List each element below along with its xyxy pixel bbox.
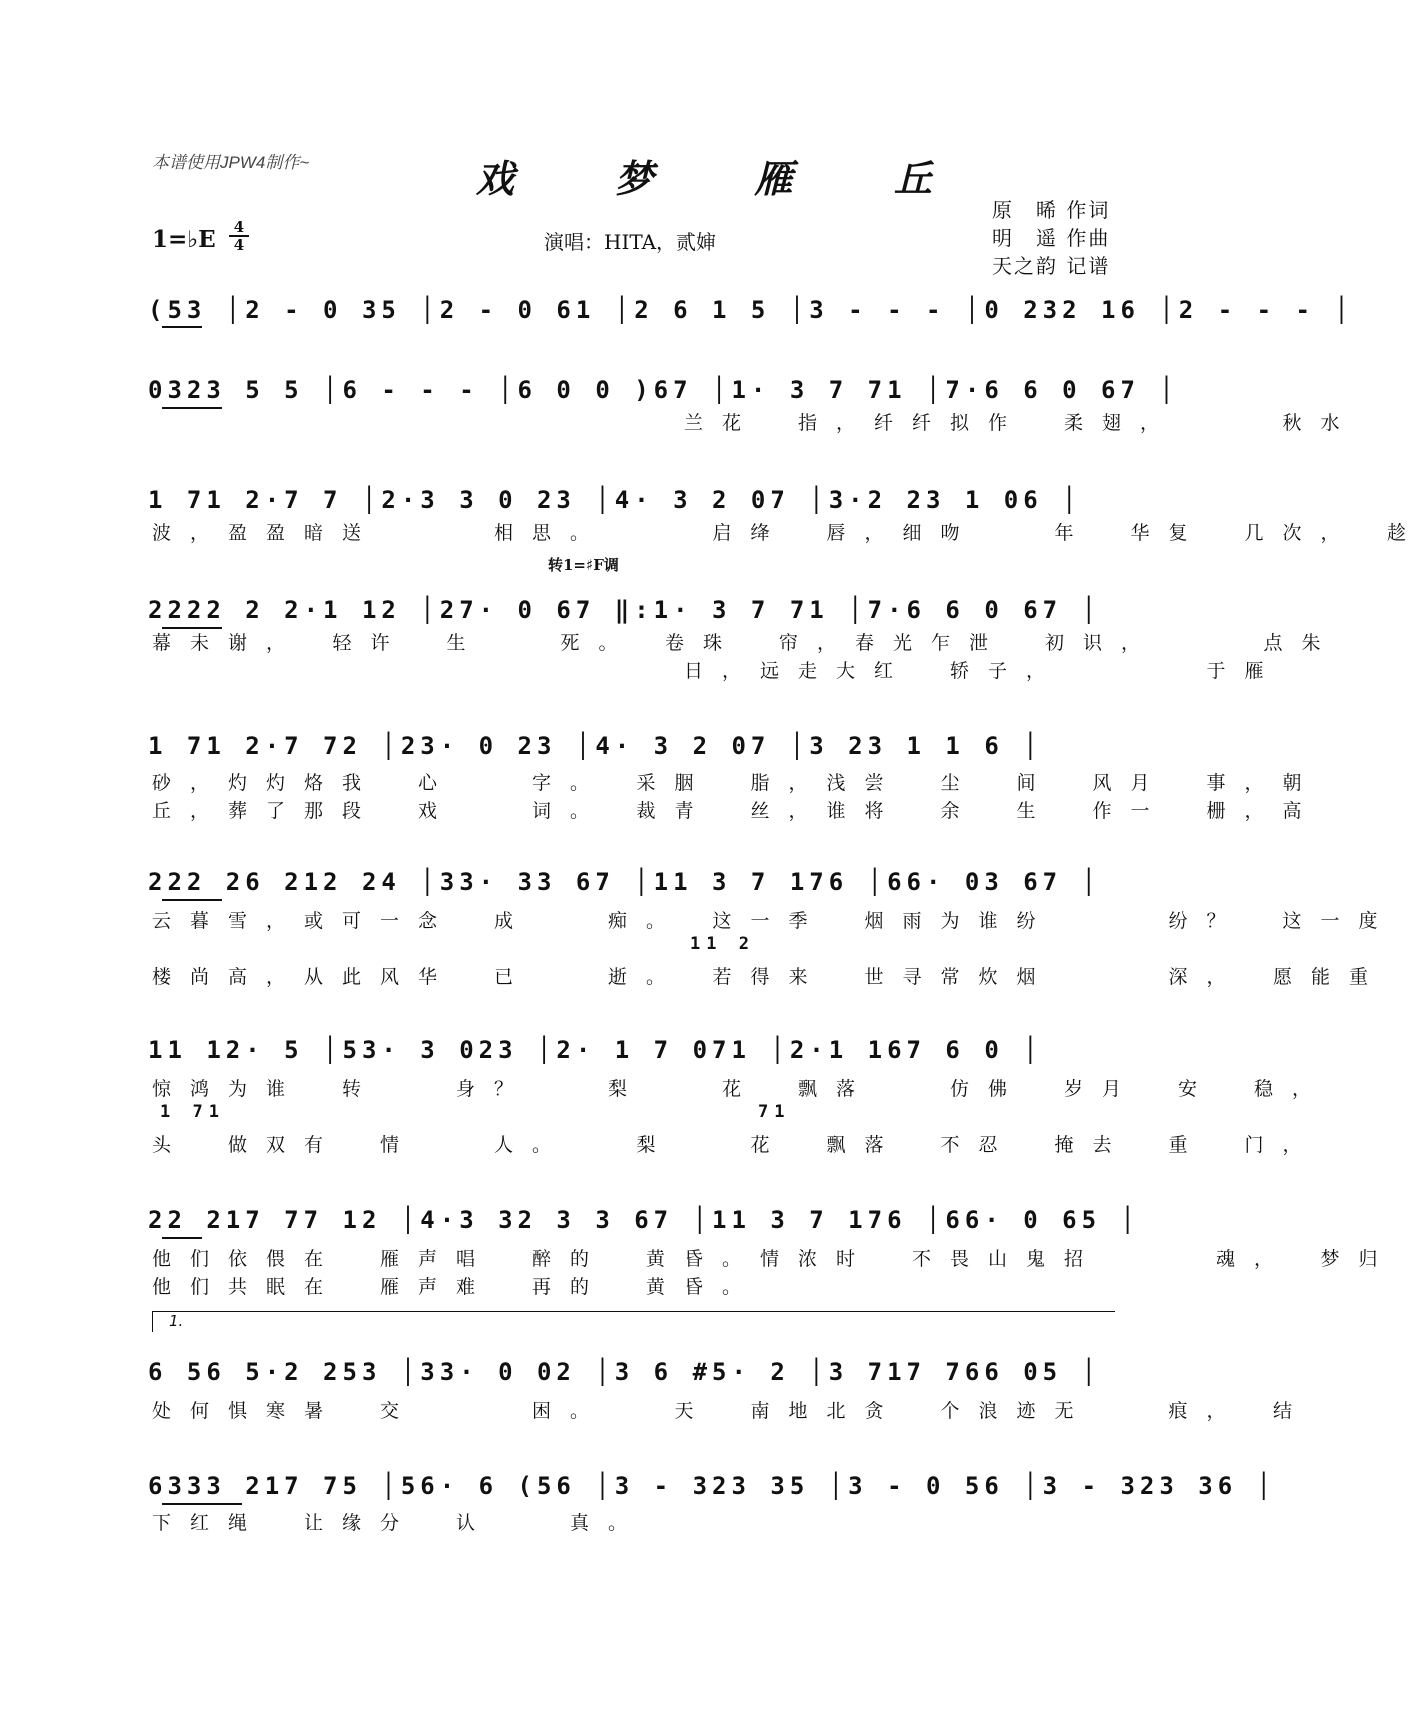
lyric-line: 他们共眠在 雁声难 再的 黄昏。 (152, 1276, 761, 1298)
lyric-line: 砂，灼灼烙我 心 字。 采胭 脂，浅尝 尘 间 风月 事，朝 (152, 772, 1321, 794)
time-signature (229, 220, 249, 252)
music-line-10: 6333 217 75 │56· 6 (56 │3 - 323 35 │3 - 0 56 │3 - 323 36 │ (148, 1472, 1277, 1500)
singers: 演唱：HITA，贰婶 (544, 230, 717, 254)
lyric-line: 波，盈盈暗送 相思。 启绛 唇，细吻 年 华复 几次， 趁 (152, 522, 1425, 544)
key-change: 转1=♯F调 (548, 556, 619, 574)
music-line-4: 2222 2 2·1 12 │27· 0 67 ‖:1· 3 7 71 │7·6 6 0 67 │ (148, 596, 1102, 624)
key-signature: 1=♭E (152, 226, 216, 253)
lyric-line: 下红绳 让缘分 认 真。 (152, 1512, 647, 1534)
music-line-6: 222 26 212 24 │33· 33 67 │11 3 7 176 │66· 03 67 │ (148, 868, 1102, 896)
music-line-7: 11 12· 5 │53· 3 023 │2· 1 7 071 │2·1 167 6 0 │ (148, 1036, 1043, 1064)
lyric-line: 头 做双有 情 人。 梨 花 飘落 不忍 掩去 重 门， (152, 1134, 1321, 1156)
volta-label: 1. (169, 1312, 184, 1330)
software-note: 本谱使用JPW4制作~ (152, 153, 310, 172)
music-line-8: 22 217 77 12 │4·3 32 3 3 67 │11 3 7 176 │66· 0 65 │ (148, 1206, 1140, 1234)
lyric-line: 幕未谢， 轻许 生 死。 卷珠 帘，春光乍泄 初识， 点朱 (152, 632, 1340, 654)
lyricist-credit: 原 晞 作词 (992, 198, 1111, 222)
lyric-line: 丘，葬了那段 戏 词。 裁青 丝，谁将 余 生 作一 栅，高 (152, 800, 1321, 822)
lyric-line: 日，远走大红 轿子， 于雁 (152, 660, 1283, 682)
alt-notes: 1 71 (160, 1102, 225, 1122)
time-top: 4 (233, 218, 245, 236)
music-line-3: 1 71 2·7 7 │2·3 3 0 23 │4· 3 2 07 │3·2 23 1 06 │ (148, 486, 1082, 514)
time-bottom: 4 (233, 236, 245, 254)
lyric-line: 云暮雪，或可一念 成 痴。 这一季 烟雨为谁纷 纷？ 这一度 (152, 910, 1397, 932)
first-ending-bracket (152, 1311, 1115, 1332)
composer-credit: 明 遥 作曲 (992, 226, 1111, 250)
music-line-9: 6 56 5·2 253 │33· 0 02 │3 6 #5· 2 │3 717 766 05 │ (148, 1358, 1102, 1386)
music-line-1: (53 │2 - 0 35 │2 - 0 61 │2 6 1 5 │3 - - - │0 232 16 │2 - - - │ (148, 296, 1354, 324)
lyric-line: 处何惧寒暑 交 困。 天 南地北贪 个浪迹无 痕， 结 (152, 1400, 1312, 1422)
lyric-line: 楼尚高，从此风华 已 逝。 若得来 世寻常炊烟 深， 愿能重 (152, 966, 1388, 988)
music-line-5: 1 71 2·7 72 │23· 0 23 │4· 3 2 07 │3 23 1 1 6 │ (148, 732, 1043, 760)
transcriber-credit: 天之韵 记谱 (992, 254, 1111, 278)
alt-notes: 71 (758, 1102, 791, 1122)
lyric-line: 惊鸿为谁 转 身？ 梨 花 飘落 仿佛 岁月 安 稳， (152, 1078, 1331, 1100)
alt-notes: 11 2 (690, 934, 755, 954)
music-line-2: 0323 5 5 │6 - - - │6 0 0 )67 │1· 3 7 71 │7·6 6 0 67 │ (148, 376, 1179, 404)
lyric-line: 他们依偎在 雁声唱 醉的 黄昏。情浓时 不畏山鬼招 魂， 梦归 (152, 1248, 1397, 1270)
song-title: 戏 梦 雁 丘 (476, 156, 976, 201)
lyric-line: 兰花 指，纤纤拟作 柔翅， 秋水 (152, 412, 1359, 434)
